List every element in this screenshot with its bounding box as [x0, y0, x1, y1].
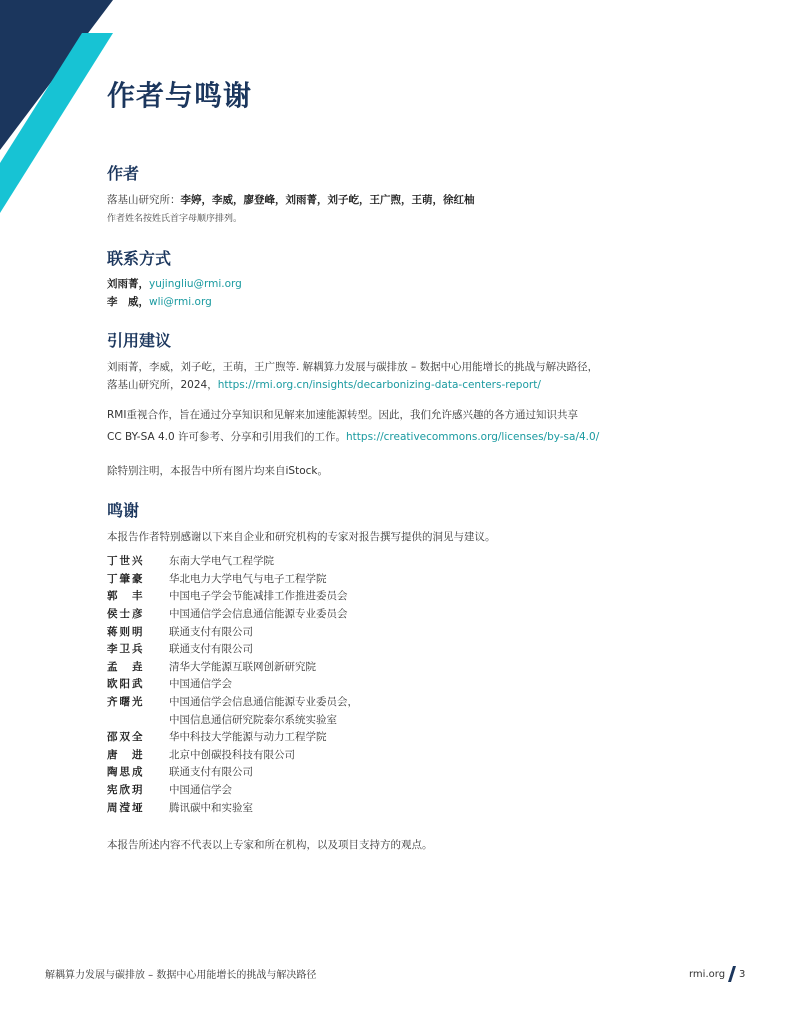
citation-source — [107, 378, 541, 392]
acknowledgment-row — [107, 658, 358, 676]
contact-email-link[interactable]: wli@rmi.org — [149, 296, 212, 308]
authors-note: 作者姓名按姓氏首字母顺序排列。 — [107, 214, 243, 224]
acknowledgments-heading: 鸣谢 — [107, 501, 140, 520]
expert-organization: 中国通信学会信息通信能源专业委员会， — [169, 696, 358, 709]
acknowledgment-row — [107, 798, 358, 816]
acknowledgment-row — [107, 710, 358, 728]
page-title: 作者与鸣谢 — [107, 79, 253, 112]
citation-text: 刘雨菁，李威，刘子屹，王萌，王广煦等. 解耦算力发展与碳排放 – 数据中心用能增长的挑战与解决路径， — [107, 361, 599, 373]
acknowledgment-row — [107, 675, 358, 693]
expert-organization: 腾讯碳中和实验室 — [169, 801, 253, 814]
license-text: RMI重视合作，旨在通过分享知识和见解来加速能源转型。因此，我们允许感兴趣的各方通过知识共享 — [107, 409, 578, 421]
expert-name: 侯士彦 — [107, 608, 145, 621]
expert-organization: 联通支付有限公司 — [169, 643, 253, 656]
acknowledgment-row — [107, 640, 358, 658]
expert-organization: 华北电力大学电气与电子工程学院 — [169, 572, 327, 585]
expert-organization: 中国信息通信研究院泰尔系统实验室 — [169, 713, 337, 726]
contact-row — [107, 295, 212, 309]
authors-names: 李婷，李威，廖登峰，刘雨菁，刘子屹，王广煦，王萌，徐红柚 — [180, 194, 475, 206]
expert-organization: 清华大学能源互联网创新研究院 — [169, 660, 316, 673]
expert-name: 郭 丰 — [107, 590, 145, 603]
expert-name: 李卫兵 — [107, 643, 145, 656]
expert-name: 陶思成 — [107, 766, 145, 779]
disclaimer: 本报告所述内容不代表以上专家和所在机构，以及项目支持方的观点。 — [107, 839, 433, 851]
expert-name: 丁肇豪 — [107, 572, 145, 585]
expert-organization: 联通支付有限公司 — [169, 766, 253, 779]
contact-name: 李 威， — [107, 296, 149, 308]
expert-name: 蒋则明 — [107, 625, 145, 638]
authors-heading: 作者 — [107, 164, 140, 183]
footer-page-info — [689, 966, 745, 982]
citation-report-link[interactable]: https://rmi.org.cn/insights/decarbonizing-data-centers-report/ — [217, 379, 541, 391]
license-text-2: CC BY-SA 4.0 许可参考、分享和引用我们的工作。 — [107, 431, 347, 443]
expert-organization: 华中科技大学能源与动力工程学院 — [169, 731, 327, 744]
expert-organization: 北京中创碳投科技有限公司 — [169, 748, 295, 761]
expert-name: 丁世兴 — [107, 555, 145, 568]
citation-source-text: 落基山研究所，2024， — [107, 379, 218, 391]
expert-organization: 中国通信学会信息通信能源专业委员会 — [169, 608, 348, 621]
license-line — [107, 430, 599, 444]
acknowledgment-row — [107, 622, 358, 640]
acknowledgment-row — [107, 746, 358, 764]
acknowledgment-row — [107, 781, 358, 799]
acknowledgment-row — [107, 570, 358, 588]
contact-row — [107, 277, 242, 291]
expert-name: 孟 垚 — [107, 660, 145, 673]
contact-name: 刘雨菁， — [107, 278, 149, 290]
acknowledgment-row — [107, 552, 358, 570]
expert-name: 欧阳武 — [107, 678, 145, 691]
image-credit-note: 除特别注明，本报告中所有图片均来自iStock。 — [107, 465, 328, 477]
footer-site[interactable]: rmi.org — [689, 968, 726, 980]
expert-name: 齐曙光 — [107, 696, 145, 709]
acknowledgment-row — [107, 587, 358, 605]
page-number: 3 — [739, 968, 746, 980]
expert-organization: 东南大学电气工程学院 — [169, 555, 274, 568]
acknowledgment-row — [107, 728, 358, 746]
expert-name: 邵双全 — [107, 731, 145, 744]
slash-icon — [728, 966, 736, 982]
contact-heading: 联系方式 — [107, 249, 172, 268]
acknowledgment-row — [107, 763, 358, 781]
acknowledgments-list — [107, 552, 358, 816]
license-link[interactable]: https://creativecommons.org/licenses/by-sa/4.0/ — [346, 431, 600, 443]
acknowledgment-row — [107, 605, 358, 623]
acknowledgment-row — [107, 693, 358, 711]
contact-email-link[interactable]: yujingliu@rmi.org — [149, 278, 242, 290]
expert-organization: 中国通信学会 — [169, 784, 232, 797]
authors-prefix: 落基山研究所： — [107, 194, 181, 206]
expert-name: 宪欣玥 — [107, 784, 145, 797]
expert-name: 唐 进 — [107, 748, 145, 761]
corner-decoration — [0, 0, 120, 215]
expert-name: 周滢垭 — [107, 801, 145, 814]
authors-line — [107, 193, 475, 207]
expert-organization: 中国通信学会 — [169, 678, 232, 691]
footer-report-title: 解耦算力发展与碳排放 – 数据中心用能增长的挑战与解决路径 — [45, 970, 317, 981]
expert-organization: 联通支付有限公司 — [169, 625, 253, 638]
acknowledgments-intro: 本报告作者特别感谢以下来自企业和研究机构的专家对报告撰写提供的洞见与建议。 — [107, 531, 496, 543]
expert-organization: 中国电子学会节能减排工作推进委员会 — [169, 590, 348, 603]
citation-heading: 引用建议 — [107, 331, 172, 350]
